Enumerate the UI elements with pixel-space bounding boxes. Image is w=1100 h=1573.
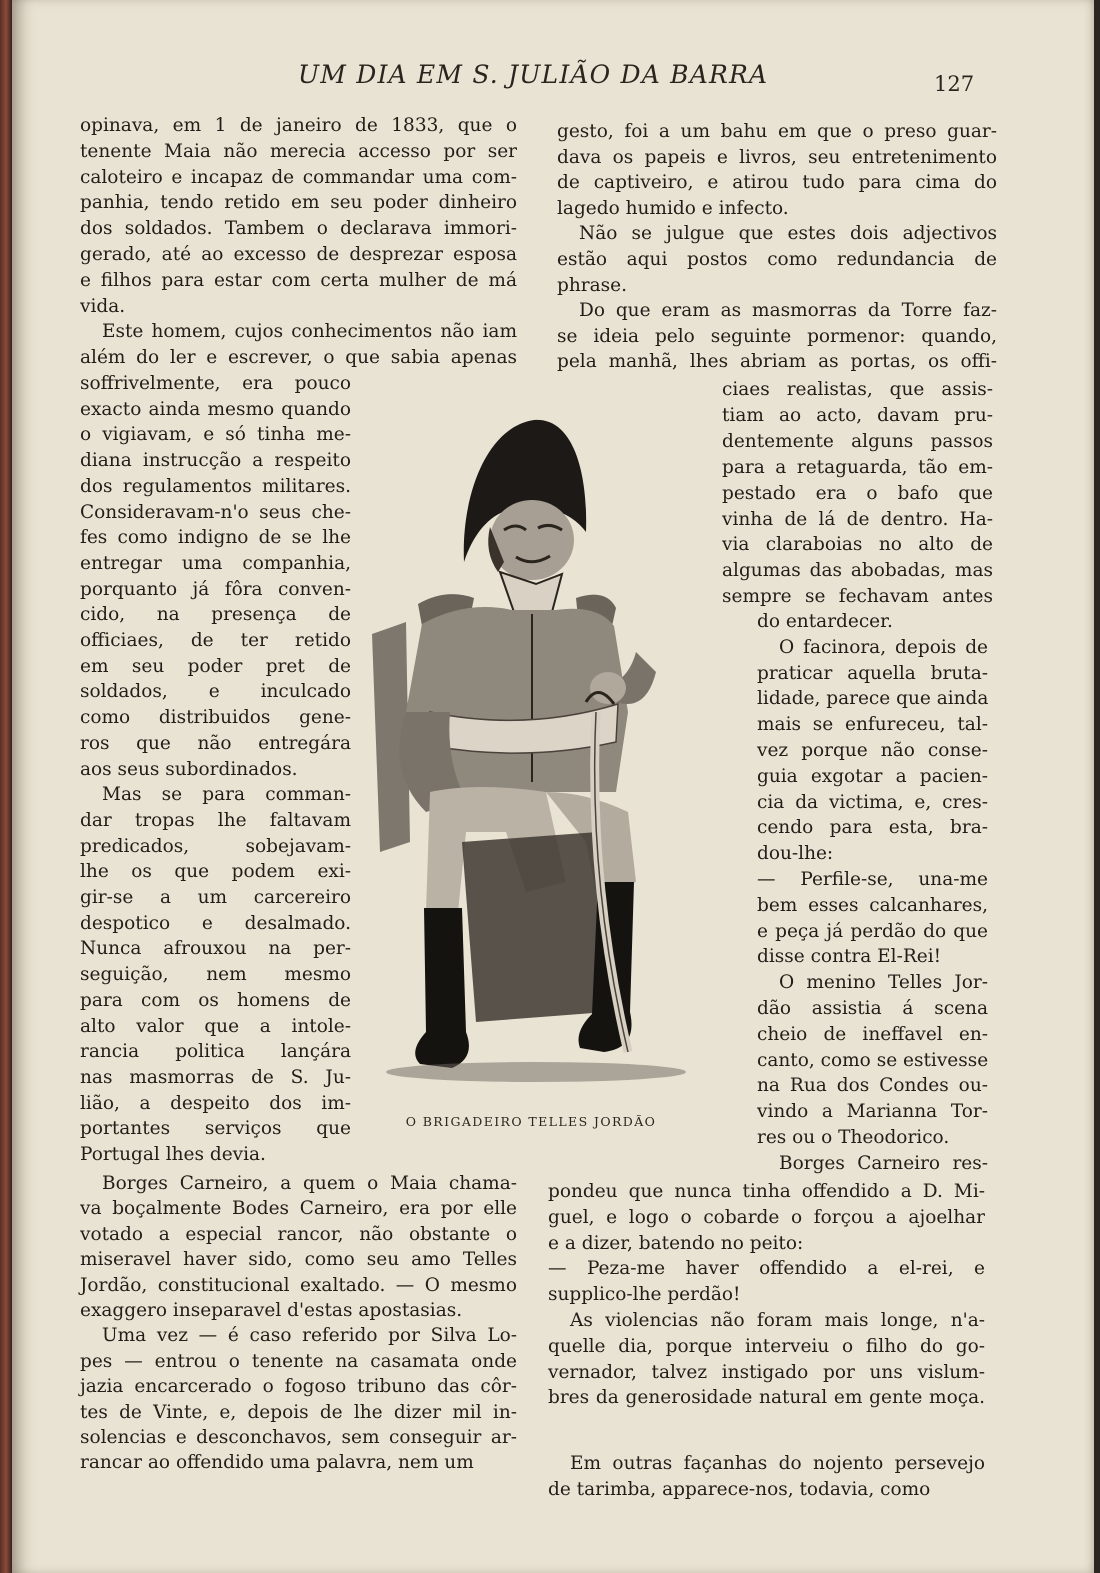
text-line: rancar ao offendido uma palavra, nem um [80, 1452, 474, 1474]
text-line: fes como indigno de se lhe [80, 527, 351, 549]
text-line: — Perfile-se, una-me [757, 869, 988, 890]
text-line: aos seus subordinados. [80, 758, 298, 780]
text-line: tenente Maia não merecia accesso por ser [80, 140, 517, 162]
page-number: 127 [934, 72, 975, 96]
text-line: porquanto já fôra conven- [80, 578, 351, 600]
text-line: e a dizer, batendo no peito: [548, 1232, 804, 1254]
text-line: diana instrucção a respeito [80, 450, 351, 472]
text-line: além do ler e escrever, o que sabia apenas [80, 347, 517, 369]
text-line: de tarimba, apparece-nos, todavia, como [548, 1478, 931, 1500]
text-line: portantes serviços que [80, 1118, 351, 1140]
text-line: como distribuidos gene- [80, 707, 351, 729]
text-line: cia da victima, e, cres- [757, 791, 988, 813]
text-line: pondeu que nunca tinha offendido a D. Mi- [548, 1181, 985, 1202]
text-line: o vigiavam, e só tinha me- [80, 424, 351, 446]
running-title: UM DIA EM S. JULIÃO DA BARRA [298, 60, 769, 89]
text-line: dos soldados. Tambem o declarava immori- [80, 218, 517, 240]
text-line: estão aqui postos como redundancia de [557, 249, 997, 270]
text-line: gir-se a um carcereiro [80, 887, 351, 908]
text-line: Do que eram as masmorras da Torre faz- [579, 300, 997, 322]
text-line: praticar aquella bruta- [757, 662, 988, 684]
text-line: de captiveiro, e atirou tudo para cima do [557, 172, 997, 194]
text-line: bem esses calcanhares, [757, 894, 988, 916]
text-line: vernador, talvez instigado por uns vislum- [548, 1361, 985, 1383]
text-line: em seu poder pret de [80, 655, 351, 677]
text-line: nas masmorras de S. Ju- [80, 1066, 351, 1088]
text-line: supplico-lhe perdão! [548, 1284, 741, 1306]
text-line: vinha de lá de dentro. Ha- [722, 508, 993, 530]
text-line: Jordão, constitucional exaltado. — O mesmo [80, 1274, 517, 1296]
text-line: Em outras façanhas do nojento persevejo [570, 1453, 985, 1474]
text-line: para a retaguarda, tão em- [722, 456, 993, 478]
text-line: tiam ao acto, davam pru- [722, 404, 993, 426]
text-line: Este homem, cujos conhecimentos não iam [102, 321, 517, 343]
text-line: soffrivelmente, era pouco [80, 373, 351, 394]
text-line: lhe os que podem exi- [80, 861, 351, 883]
text-line: cido, na presença de [80, 604, 351, 626]
illustration-brigadier-portrait [366, 412, 712, 1088]
text-line: para com os homens de [80, 989, 351, 1011]
text-line: lião, a despeito dos im- [80, 1092, 351, 1114]
text-line: solencias e desconchavos, sem conseguir ar- [80, 1427, 517, 1448]
text-line: res ou o Theodorico. [757, 1127, 950, 1148]
text-line: O facinora, depois de [779, 636, 988, 658]
text-line: seguição, nem mesmo [80, 964, 351, 986]
text-line: Consideravam-n'o seus che- [80, 501, 351, 523]
text-line: gesto, foi a um bahu em que o preso guar- [557, 121, 997, 142]
text-line: bres da generosidade natural em gente moça. [548, 1387, 985, 1409]
text-line: mais se enfureceu, tal- [757, 714, 988, 736]
text-line: dava os papeis e livros, seu entretenimento [557, 146, 997, 168]
text-line: despotico e desalmado. [80, 912, 351, 934]
text-line: Uma vez — é caso referido por Silva Lo- [102, 1325, 517, 1347]
text-line: lagedo humido e infecto. [557, 197, 789, 219]
text-line: pes — entrou o tenente na casamata onde [80, 1350, 517, 1372]
text-line: Portugal lhes devia. [80, 1144, 266, 1165]
text-line: cheio de ineffavel en- [757, 1023, 988, 1045]
text-line: lidade, parece que ainda [757, 688, 989, 710]
text-line: As violencias não foram mais longe, n'a- [570, 1310, 985, 1331]
text-line: alto valor que a intole- [80, 1015, 351, 1037]
text-line: e filhos para estar com certa mulher de má [80, 269, 517, 291]
text-line: dentemente alguns passos [722, 430, 993, 452]
text-line: do entardecer. [757, 611, 893, 632]
text-line: guia exgotar a pacien- [757, 765, 988, 787]
text-line: tes de Vinte, e, depois de lhe dizer mil in- [80, 1401, 517, 1423]
text-line: vez porque não conse- [757, 740, 988, 761]
text-line: caloteiro e incapaz de commandar uma com- [80, 166, 517, 188]
text-line: se ideia pelo seguinte pormenor: quando, [557, 325, 997, 347]
text-line: Mas se para comman- [102, 784, 351, 806]
text-line: vida. [80, 295, 126, 317]
text-line: officiaes, de ter retido [80, 630, 351, 651]
text-line: Não se julgue que estes dois adjectivos [579, 223, 997, 245]
text-line: exacto ainda mesmo quando [80, 398, 351, 420]
text-line: — Peza-me haver offendido a el-rei, e [548, 1258, 985, 1280]
text-line: cendo para esta, bra- [757, 817, 988, 839]
text-line: phrase. [557, 274, 627, 296]
text-line: quelle dia, porque interveiu o filho do go- [548, 1335, 985, 1357]
text-line: rancia politica lançára [80, 1041, 351, 1063]
text-line: via claraboias no alto de [722, 534, 993, 556]
text-line: na Rua dos Condes ou- [757, 1075, 988, 1097]
text-line: pestado era o bafo que [722, 482, 993, 504]
text-line: gerado, até ao excesso de desprezar esposa [80, 244, 517, 265]
text-line: vindo a Marianna Tor- [757, 1101, 988, 1123]
book-binding-edge [0, 0, 12, 1573]
text-line: guel, e logo o cobarde o forçou a ajoelhar [548, 1206, 985, 1228]
text-line: entregar uma companhia, [80, 552, 351, 574]
text-line: jazia encarcerado o fogoso tribuno das côr- [80, 1376, 517, 1398]
text-line: votado a especial rancor, não obstante o [80, 1223, 517, 1245]
text-line: miseravel haver sido, como seu amo Telles [80, 1249, 517, 1271]
text-line: dou-lhe: [757, 843, 834, 865]
text-line: O menino Telles Jor- [779, 972, 988, 994]
text-line: soldados, e inculcado [80, 681, 351, 703]
text-line: dar tropas lhe faltavam [80, 809, 351, 831]
text-line: opinava, em 1 de janeiro de 1833, que o [80, 115, 517, 136]
text-line: va boçalmente Bodes Carneiro, era por elle [80, 1198, 517, 1220]
text-line: panhia, tendo retido em seu poder dinheiro [80, 192, 517, 214]
text-line: e peça já perdão do que [757, 920, 988, 942]
text-line: exaggero inseparavel d'estas apostasias. [80, 1300, 463, 1321]
text-line: Borges Carneiro, a quem o Maia chama- [102, 1173, 517, 1194]
text-line: pela manhã, lhes abriam as portas, os offi- [557, 351, 997, 373]
text-line: sempre se fechavam antes [722, 586, 993, 608]
text-line: ros que não entregára [80, 732, 351, 754]
text-line: Borges Carneiro res- [779, 1152, 988, 1174]
text-line: dão assistia á scena [757, 998, 988, 1019]
text-line: canto, como se estivesse [757, 1049, 989, 1071]
text-line: dos regulamentos militares. [80, 475, 351, 497]
text-line: disse contra El-Rei! [757, 946, 942, 968]
text-line: ciaes realistas, que assis- [722, 379, 993, 400]
text-line: Nunca afrouxou na per- [80, 938, 351, 960]
text-line: predicados, sobejavam- [80, 835, 351, 857]
text-line: algumas das abobadas, mas [722, 560, 993, 582]
illustration-caption: O BRIGADEIRO TELLES JORDÃO [405, 1114, 657, 1129]
